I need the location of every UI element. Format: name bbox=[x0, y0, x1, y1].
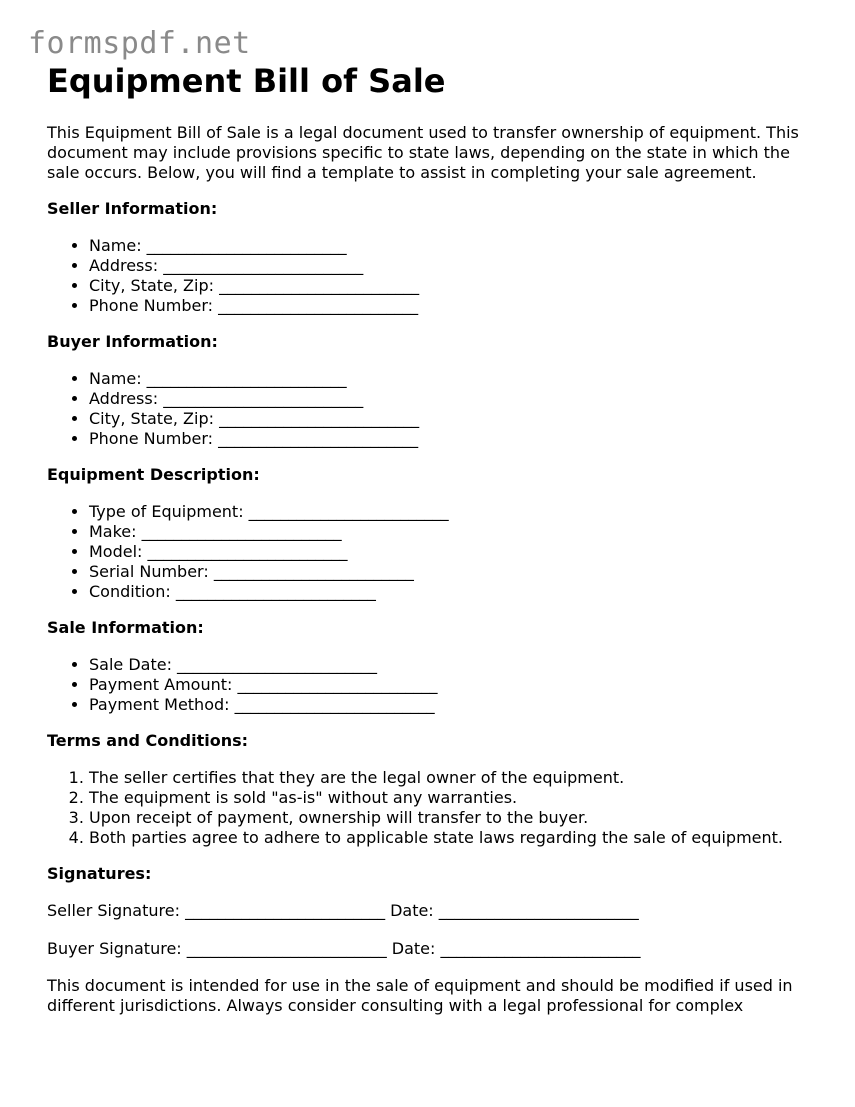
document-page bbox=[47, 60, 817, 1016]
equipment-fields-list bbox=[47, 502, 817, 602]
term-item: 1. The seller certifies that they are the legal owner of the equipment. bbox=[89, 768, 817, 788]
seller-signature-line bbox=[47, 901, 817, 921]
equipment-heading: Equipment Description: bbox=[47, 465, 260, 484]
intro-paragraph: This Equipment Bill of Sale is a legal document used to transfer ownership of equipment. This document may include provisions specific to state laws, depending on the state in which the sale occurs. Below, you will find a template to assist in completing your sale agreement. bbox=[47, 123, 799, 182]
buyer-name-field: • Name: _________________________ bbox=[89, 369, 817, 389]
signatures-heading: Signatures: bbox=[47, 864, 152, 883]
payment-amount-field: • Payment Amount: _________________________ bbox=[89, 675, 817, 695]
buyer-city-state-zip-field: • City, State, Zip: _________________________ bbox=[89, 409, 817, 429]
term-item: 4. Both parties agree to adhere to applicable state laws regarding the sale of equipment. bbox=[89, 828, 817, 848]
equipment-type-field: • Type of Equipment: _________________________ bbox=[89, 502, 817, 522]
seller-date-field: Date: _________________________ bbox=[390, 901, 639, 920]
sale-fields-list bbox=[47, 655, 817, 715]
buyer-address-field: • Address: _________________________ bbox=[89, 389, 817, 409]
seller-heading: Seller Information: bbox=[47, 199, 218, 218]
term-item: 2. The equipment is sold "as-is" without any warranties. bbox=[89, 788, 817, 808]
term-item: 3. Upon receipt of payment, ownership will transfer to the buyer. bbox=[89, 808, 817, 828]
sale-date-field: • Sale Date: _________________________ bbox=[89, 655, 817, 675]
watermark: formspdf.net bbox=[28, 26, 251, 61]
seller-name-field: • Name: _________________________ bbox=[89, 236, 817, 256]
buyer-fields-list bbox=[47, 369, 817, 449]
buyer-phone-field: • Phone Number: _________________________ bbox=[89, 429, 817, 449]
equipment-condition-field: • Condition: _________________________ bbox=[89, 582, 817, 602]
equipment-model-field: • Model: _________________________ bbox=[89, 542, 817, 562]
sale-heading: Sale Information: bbox=[47, 618, 204, 637]
buyer-signature-field: Buyer Signature: _________________________ bbox=[47, 939, 387, 958]
terms-list bbox=[47, 768, 817, 848]
payment-method-field: • Payment Method: _________________________ bbox=[89, 695, 817, 715]
buyer-signature-line bbox=[47, 939, 817, 959]
terms-heading: Terms and Conditions: bbox=[47, 731, 249, 750]
seller-city-state-zip-field: • City, State, Zip: _________________________ bbox=[89, 276, 817, 296]
seller-phone-field: • Phone Number: _________________________ bbox=[89, 296, 817, 316]
seller-fields-list bbox=[47, 236, 817, 316]
document-title: Equipment Bill of Sale bbox=[47, 62, 446, 100]
equipment-make-field: • Make: _________________________ bbox=[89, 522, 817, 542]
seller-signature-field: Seller Signature: _________________________ bbox=[47, 901, 386, 920]
seller-address-field: • Address: _________________________ bbox=[89, 256, 817, 276]
buyer-date-field: Date: _________________________ bbox=[391, 939, 641, 958]
equipment-serial-field: • Serial Number: _________________________ bbox=[89, 562, 817, 582]
buyer-heading: Buyer Information: bbox=[47, 332, 218, 351]
footer-note: This document is intended for use in the sale of equipment and should be modified if used in different jurisdictions. Always consider consulting with a legal professional for complex bbox=[47, 976, 793, 1015]
